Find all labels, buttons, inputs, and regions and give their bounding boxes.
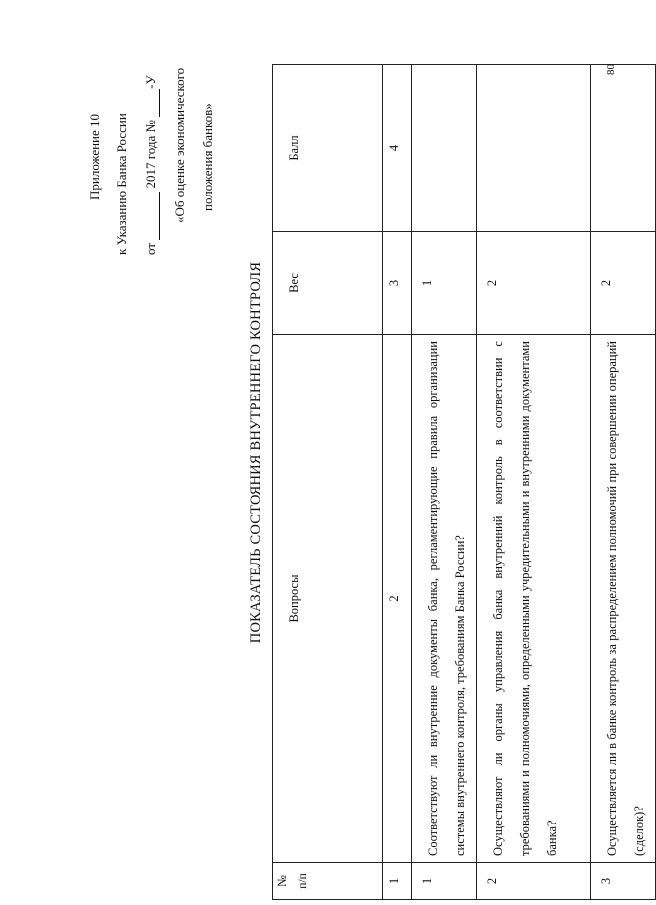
table-row <box>477 65 591 900</box>
appendix-label: Приложение 10 <box>87 113 102 200</box>
header-score: Балл <box>287 135 301 161</box>
number-suffix: -У <box>143 75 158 89</box>
decree-title-line1: «Об оценке экономического <box>172 67 187 223</box>
score-cell <box>591 65 656 232</box>
col-number-cell: 3 <box>383 232 412 335</box>
header-num-sub: п/п <box>297 873 309 889</box>
question-cell: Соответствуют ли внутренние документы банка, регламентирующие правила организации системы внутреннего контроля, требованиям Банка России? <box>412 335 477 863</box>
weight-cell: 2 <box>477 232 591 335</box>
header-score-cell <box>273 65 383 232</box>
question-cell: Осуществляется ли в банке контроль за распределением полномочий при совершении операций (сделок)? <box>591 335 656 863</box>
row-num-cell: 3 <box>591 863 656 900</box>
date-blank <box>143 192 160 240</box>
header-question-cell <box>273 335 383 863</box>
row-num-cell: 2 <box>477 863 591 900</box>
header-num: № <box>275 875 289 887</box>
page-number: 80 <box>605 64 617 75</box>
col-number-cell: 4 <box>383 65 412 232</box>
date-from-label: от <box>143 242 158 255</box>
score-cell <box>477 65 591 232</box>
table-row <box>412 65 477 900</box>
header-weight: Вес <box>287 273 301 293</box>
table-header-row <box>273 65 383 900</box>
score-cell <box>412 65 477 232</box>
decree-reference: к Указанию Банка России <box>114 113 129 255</box>
internal-control-table <box>272 64 656 900</box>
page-title: ПОКАЗАТЕЛЬ СОСТОЯНИЯ ВНУТРЕННЕГО КОНТРОЛЯ <box>248 261 264 644</box>
weight-cell: 2 <box>591 232 656 335</box>
column-number-row <box>383 65 412 900</box>
header-num-cell <box>273 863 383 900</box>
header-question: Вопросы <box>287 574 301 623</box>
question-cell: Осуществляют ли органы управления банка внутренний контроль в соответствии с требованиями и полномочиями, определенными учредительными и внутренними документами банка? <box>477 335 591 863</box>
col-number-cell: 2 <box>383 335 412 863</box>
decree-date-line <box>143 75 160 255</box>
col-number-cell: 1 <box>383 863 412 900</box>
table-row <box>591 65 656 900</box>
number-blank <box>143 89 160 117</box>
weight-cell: 1 <box>412 232 477 335</box>
row-num-cell: 1 <box>412 863 477 900</box>
decree-title-line2: положения банков» <box>200 103 215 211</box>
header-weight-cell <box>273 232 383 335</box>
date-year-label: 2017 года № <box>143 120 158 189</box>
